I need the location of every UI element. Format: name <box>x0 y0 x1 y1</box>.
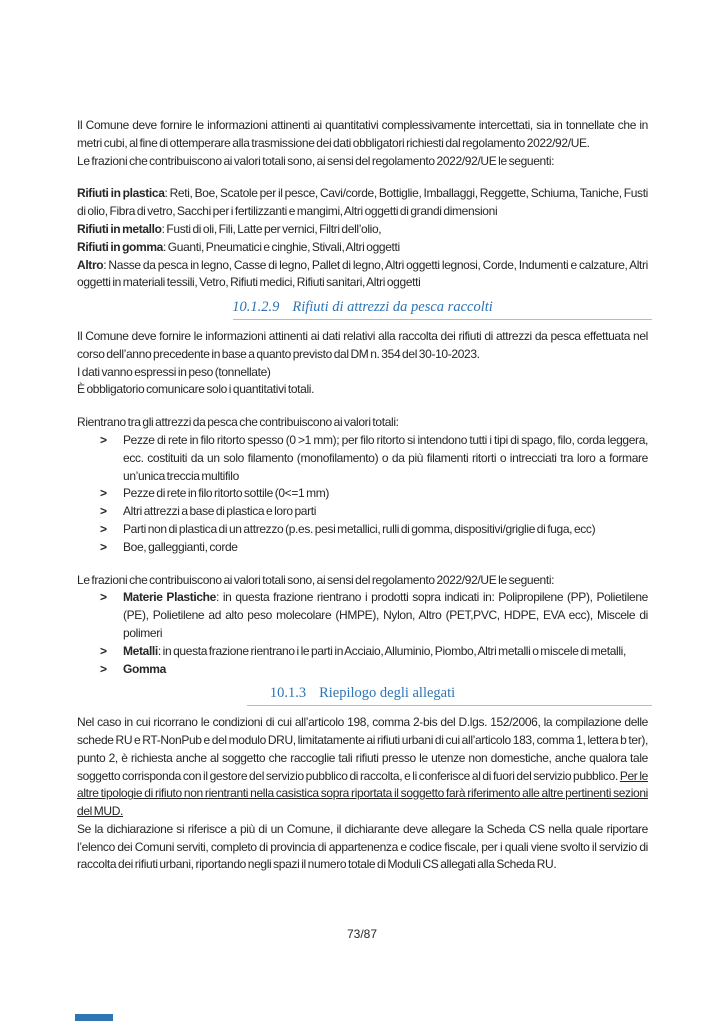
list-bullet: > <box>100 643 108 658</box>
fraction-label: Rifiuti in gomma <box>77 239 163 254</box>
heading-number: 10.1.3 <box>269 685 307 702</box>
list-item <box>100 643 648 661</box>
list-item <box>100 485 648 503</box>
list-item-text: Boe, galleggianti, corde <box>123 539 238 554</box>
heading-rule <box>247 705 652 706</box>
list-item <box>100 521 648 539</box>
fraction-text: : in questa frazione rientrano i prodotti sopra indicati in: Polipropilene (PP), Polietilene (PE), Polietilene ad alto peso molecolare (HMPE), Nylon, Altro (PET,PVC, HDPE, EVA ecc), Miscele di polimeri <box>123 590 648 640</box>
body-paragraph <box>77 714 648 821</box>
waste-fraction-item <box>77 221 648 239</box>
fraction-label: Rifiuti in metallo <box>77 221 162 236</box>
body-paragraph: È obbligatorio comunicare solo i quantitativi totali. <box>77 382 315 397</box>
list-item <box>100 589 648 642</box>
list-bullet: > <box>100 521 108 536</box>
next-page-accent-bar <box>75 1014 113 1021</box>
fraction-text: : Fusti di oli, Fili, Latte per vernici, Filtri dell’olio, <box>161 221 382 236</box>
body-paragraph: I dati vanno espressi in peso (tonnellate) <box>77 364 271 379</box>
list-item-text <box>123 643 648 661</box>
page-footer <box>0 927 724 941</box>
list-bullet: > <box>100 504 108 519</box>
list-item <box>100 503 648 521</box>
heading-title: Rifiuti di attrezzi da pesca raccolti <box>292 299 493 316</box>
fraction-text: : Reti, Boe, Scatole per il pesce, Cavi/corde, Bottiglie, Imballaggi, Reggette, Schiuma, Taniche, Fusti di olio, Fibra di vetro, Sacchi per i fertilizzanti e mangimi, Altri oggetti di grandi dimensioni <box>77 186 649 219</box>
section-heading-allegati <box>77 683 648 709</box>
fraction-label: Altro <box>77 257 104 272</box>
fraction-label: Metalli <box>123 643 158 658</box>
list-item-text: Parti non di plastica di un attrezzo (p.es. pesi metallici, rulli di gomma, dispositivi/griglie di fuga, ecc) <box>123 521 596 536</box>
list-bullet: > <box>100 661 108 676</box>
list-item-text <box>123 589 648 642</box>
list-bullet: > <box>100 486 108 501</box>
document-page <box>77 117 648 874</box>
heading-title: Riepilogo degli allegati <box>319 685 456 702</box>
body-paragraph: Se la dichiarazione si riferisce a più di un Comune, il dichiarante deve allegare la Scheda CS nella quale riportare l’elenco dei Comuni serviti, completo di provincia di appartenenza e codice fiscale, per i quali viene svolto il servizio di raccolta dei rifiuti urbani, riportando negli spazi il numero totale di Moduli CS allegati alla Scheda RU. <box>77 821 648 872</box>
body-paragraph: Il Comune deve fornire le informazioni attinenti ai dati relativi alla raccolta dei rifiuti di attrezzi da pesca effettuata nel corso dell’anno precedente in base a quanto previsto dal DM n. 354 del 30-10-2023. <box>77 328 648 361</box>
waste-fraction-item <box>77 185 648 221</box>
spacer <box>77 170 648 185</box>
list-item <box>100 539 648 557</box>
section-heading-fishing <box>77 297 648 323</box>
list-bullet: > <box>100 590 108 605</box>
spacer <box>77 557 648 572</box>
underlined-sentence: Per le altre tipologie di rifiuto non rientranti nella casistica sopra riportata il soggetto farà riferimento alle altre pertinenti sezioni del MUD. <box>77 768 648 819</box>
list-bullet: > <box>100 432 108 447</box>
fractions-list-intro: Le frazioni che contribuiscono ai valori totali sono, ai sensi del regolamento 2022/92/UE le seguenti: <box>77 572 555 587</box>
heading-number: 10.1.2.9 <box>232 299 280 316</box>
list-item-text: Pezze di rete in filo ritorto spesso (0 >1 mm); per filo ritorto si intendono tutti i tipi di spago, filo, corda leggera, ecc. costituiti da un solo filamento (monofilamento) o da più filamenti ritorti o intrecciati tra loro a formare un’unica treccia multifilo <box>123 432 648 483</box>
fraction-text: : Nasse da pesca in legno, Casse di legno, Pallet di legno, Altri oggetti legnosi, Corde, Indumenti e calzature, Altri oggetti in materiali tessili, Vetro, Rifiuti medici, Rifiuti sanitari, Altri oggetti <box>77 257 648 290</box>
fraction-label: Materie Plastiche <box>123 590 216 605</box>
fraction-label: Rifiuti in plastica <box>77 186 165 201</box>
list-bullet: > <box>100 539 108 554</box>
fraction-text: : Guanti, Pneumatici e cinghie, Stivali, Altri oggetti <box>163 239 400 254</box>
spacer <box>77 399 648 414</box>
list-item-text: Pezze di rete in filo ritorto sottile (0<=1 mm) <box>123 486 330 501</box>
waste-fraction-item <box>77 239 648 257</box>
paragraph-text: Nel caso in cui ricorrano le condizioni di cui all’articolo 198, comma 2-bis del D.lgs. 152/2006, la compilazione delle schede RU e RT-NonPub e del modulo DRU, limitatamente ai rifiuti urbani di cui all’articolo 183, comma 1, lettera b ter), punto 2, è richiesta anche al soggetto che raccoglie tali rifiuti presso le utenze non domestiche, anche qualora tale soggetto corrisponda con il gestore del servizio pubblico di raccolta, e li conferisce al di fuori del servizio pubblico. <box>77 715 648 783</box>
fractions-list <box>77 589 648 678</box>
intro-paragraph: Il Comune deve fornire le informazioni attinenti ai quantitativi complessivamente intercettati, sia in tonnellate che in metri cubi, al fine di ottemperare alla trasmissione dei dati obbligatori richiesti dal regolamento 2022/92/UE. <box>77 118 648 150</box>
list-item-text: Altri attrezzi a base di plastica e loro parti <box>123 504 317 519</box>
fractions-intro-paragraph: Le frazioni che contribuiscono ai valori totali sono, ai sensi del regolamento 2022/92/UE le seguenti: <box>77 153 555 168</box>
heading-rule <box>233 319 652 320</box>
fraction-label: Gomma <box>123 661 166 676</box>
waste-fraction-item <box>77 257 648 293</box>
list-item <box>100 432 648 485</box>
fraction-text: : in questa frazione rientrano i le parti in Acciaio, Alluminio, Piombo, Altri metalli o miscele di metalli, <box>157 643 626 658</box>
list-item <box>100 661 648 679</box>
gear-list-intro: Rientrano tra gli attrezzi da pesca che contribuiscono ai valori totali: <box>77 415 399 430</box>
gear-list <box>77 432 648 557</box>
page-number: 73/87 <box>346 927 378 941</box>
list-item-text <box>123 661 648 679</box>
